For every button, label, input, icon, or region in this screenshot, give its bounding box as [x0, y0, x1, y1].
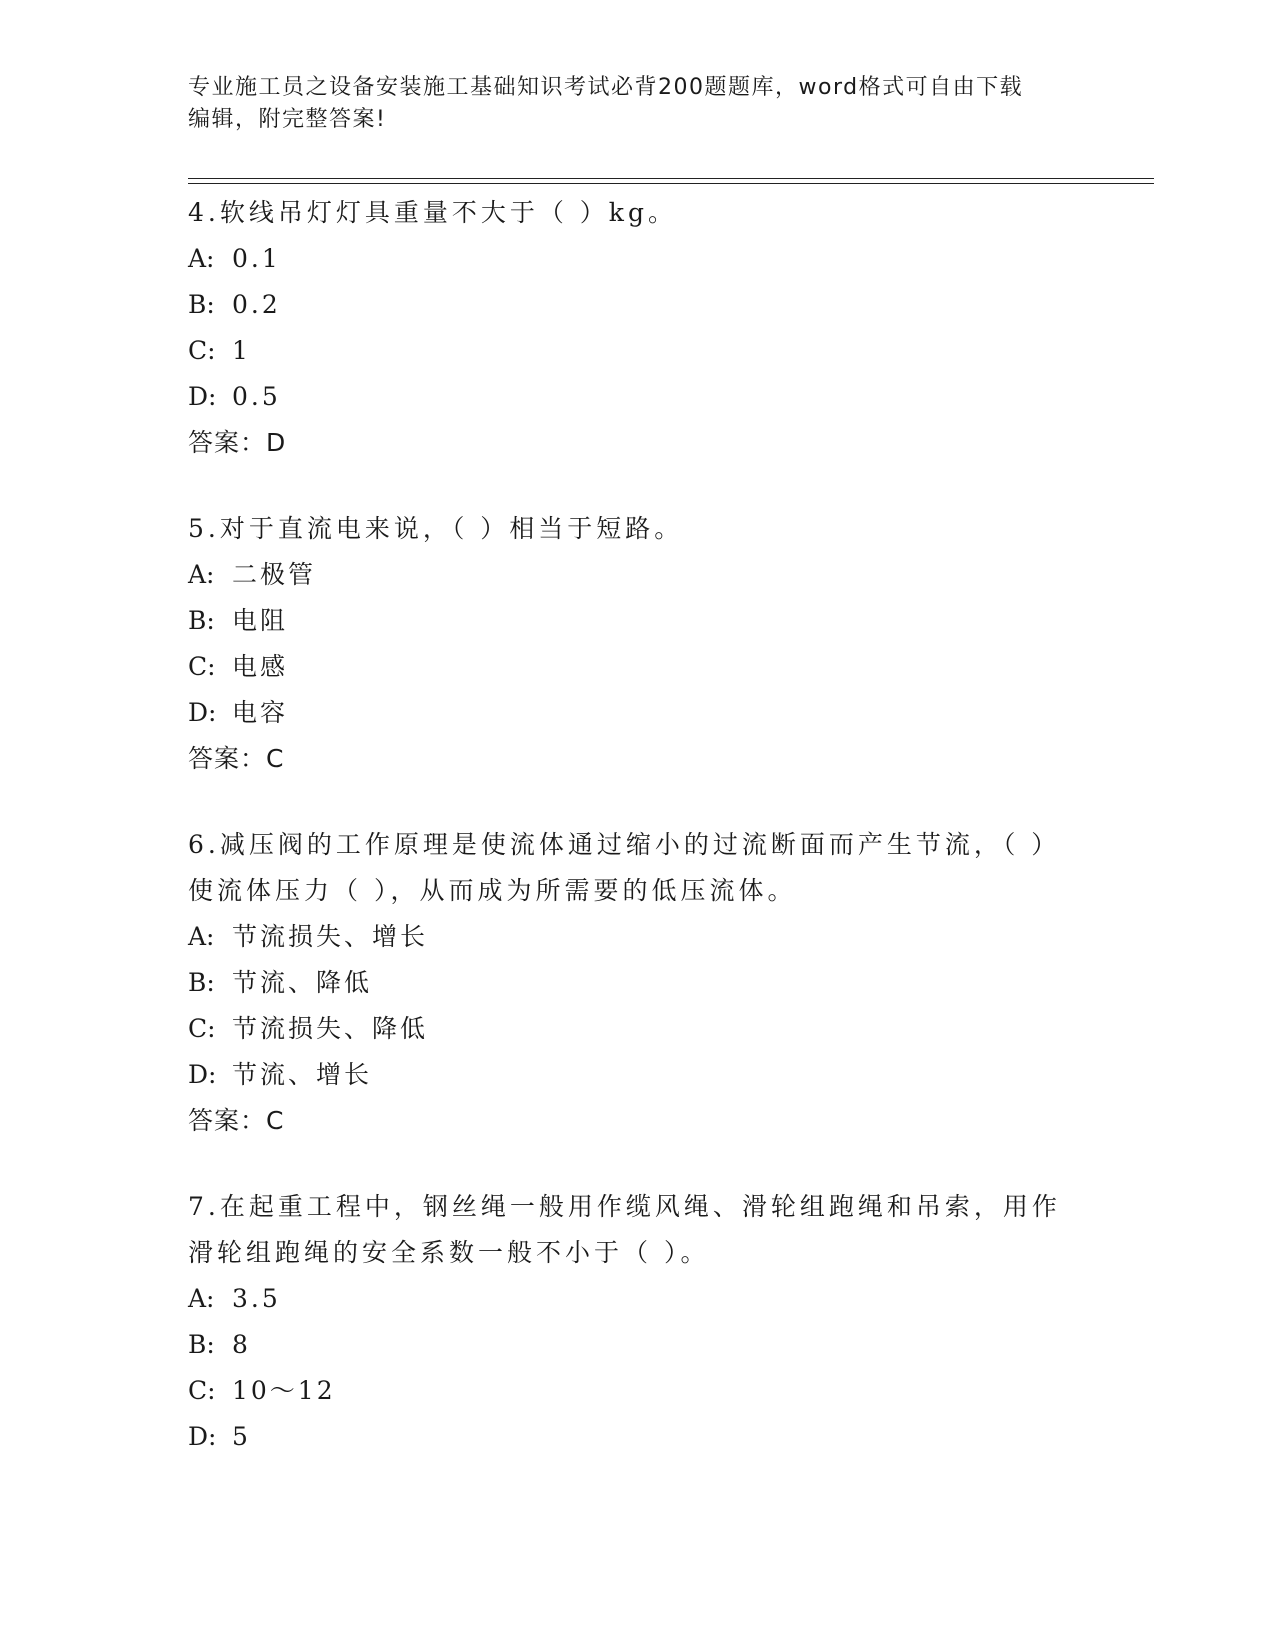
- question-text: 4.软线吊灯灯具重量不大于（ ）kg。: [188, 198, 677, 227]
- option-text: 电容: [232, 698, 289, 727]
- option-b: [188, 598, 1088, 644]
- option-label: A:: [188, 560, 215, 589]
- option-d: [188, 1414, 1088, 1460]
- option-label: B:: [188, 1330, 215, 1359]
- question-list: [188, 190, 1088, 1500]
- option-a: [188, 236, 1088, 282]
- option-b: [188, 1322, 1088, 1368]
- option-label: B:: [188, 968, 215, 997]
- option-d: [188, 690, 1088, 736]
- option-label: D:: [188, 1422, 217, 1451]
- question-6: [188, 822, 1088, 1144]
- question-5: [188, 506, 1088, 782]
- option-text: 10～12: [232, 1376, 336, 1405]
- option-label: D:: [188, 382, 217, 411]
- question-text-line-2: 滑轮组跑绳的安全系数一般不小于（ ）。: [188, 1238, 710, 1267]
- option-a: [188, 552, 1088, 598]
- document-header: [188, 72, 1068, 136]
- option-text: 1: [232, 336, 251, 365]
- option-text: 0.2: [232, 290, 281, 319]
- option-label: C:: [188, 1376, 216, 1405]
- question-text-line-2: 使流体压力（ ），从而成为所需要的低压流体。: [188, 876, 797, 905]
- question-7: [188, 1184, 1088, 1460]
- option-c: [188, 1006, 1088, 1052]
- header-divider-bottom: [188, 183, 1154, 184]
- option-text: 0.1: [232, 244, 281, 273]
- option-label: C:: [188, 652, 216, 681]
- option-text: 节流损失、降低: [232, 1014, 429, 1043]
- option-b: [188, 282, 1088, 328]
- option-label: B:: [188, 606, 215, 635]
- option-text: 电阻: [232, 606, 289, 635]
- option-label: C:: [188, 336, 216, 365]
- option-text: 8: [232, 1330, 251, 1359]
- answer: 答案：D: [188, 428, 287, 457]
- option-c: [188, 1368, 1088, 1414]
- option-d: [188, 374, 1088, 420]
- option-text: 0.5: [232, 382, 281, 411]
- option-label: A:: [188, 922, 215, 951]
- option-text: 电感: [232, 652, 289, 681]
- option-label: C:: [188, 1014, 216, 1043]
- option-text: 节流、降低: [232, 968, 373, 997]
- option-text: 节流、增长: [232, 1060, 373, 1089]
- option-label: A:: [188, 1284, 215, 1313]
- option-text: 二极管: [232, 560, 317, 589]
- option-b: [188, 960, 1088, 1006]
- question-4: [188, 190, 1088, 466]
- option-text: 5: [232, 1422, 251, 1451]
- option-label: A:: [188, 244, 215, 273]
- option-a: [188, 1276, 1088, 1322]
- header-line-2: 编辑，附完整答案!: [188, 107, 387, 132]
- option-d: [188, 1052, 1088, 1098]
- option-label: D:: [188, 698, 217, 727]
- option-c: [188, 644, 1088, 690]
- option-a: [188, 914, 1088, 960]
- option-c: [188, 328, 1088, 374]
- header-divider-top: [188, 178, 1154, 179]
- option-label: B:: [188, 290, 215, 319]
- header-line-1: 专业施工员之设备安装施工基础知识考试必背200题题库，word格式可自由下载: [188, 75, 1024, 100]
- option-text: 节流损失、增长: [232, 922, 429, 951]
- question-text-line-1: 7.在起重工程中，钢丝绳一般用作缆风绳、滑轮组跑绳和吊索，用作: [188, 1192, 1061, 1221]
- question-text: 5.对于直流电来说，（ ）相当于短路。: [188, 514, 684, 543]
- answer: 答案：C: [188, 744, 285, 773]
- option-text: 3.5: [232, 1284, 281, 1313]
- answer: 答案：C: [188, 1106, 285, 1135]
- question-text-line-1: 6.减压阀的工作原理是使流体通过缩小的过流断面而产生节流，（ ）: [188, 830, 1061, 859]
- option-label: D:: [188, 1060, 217, 1089]
